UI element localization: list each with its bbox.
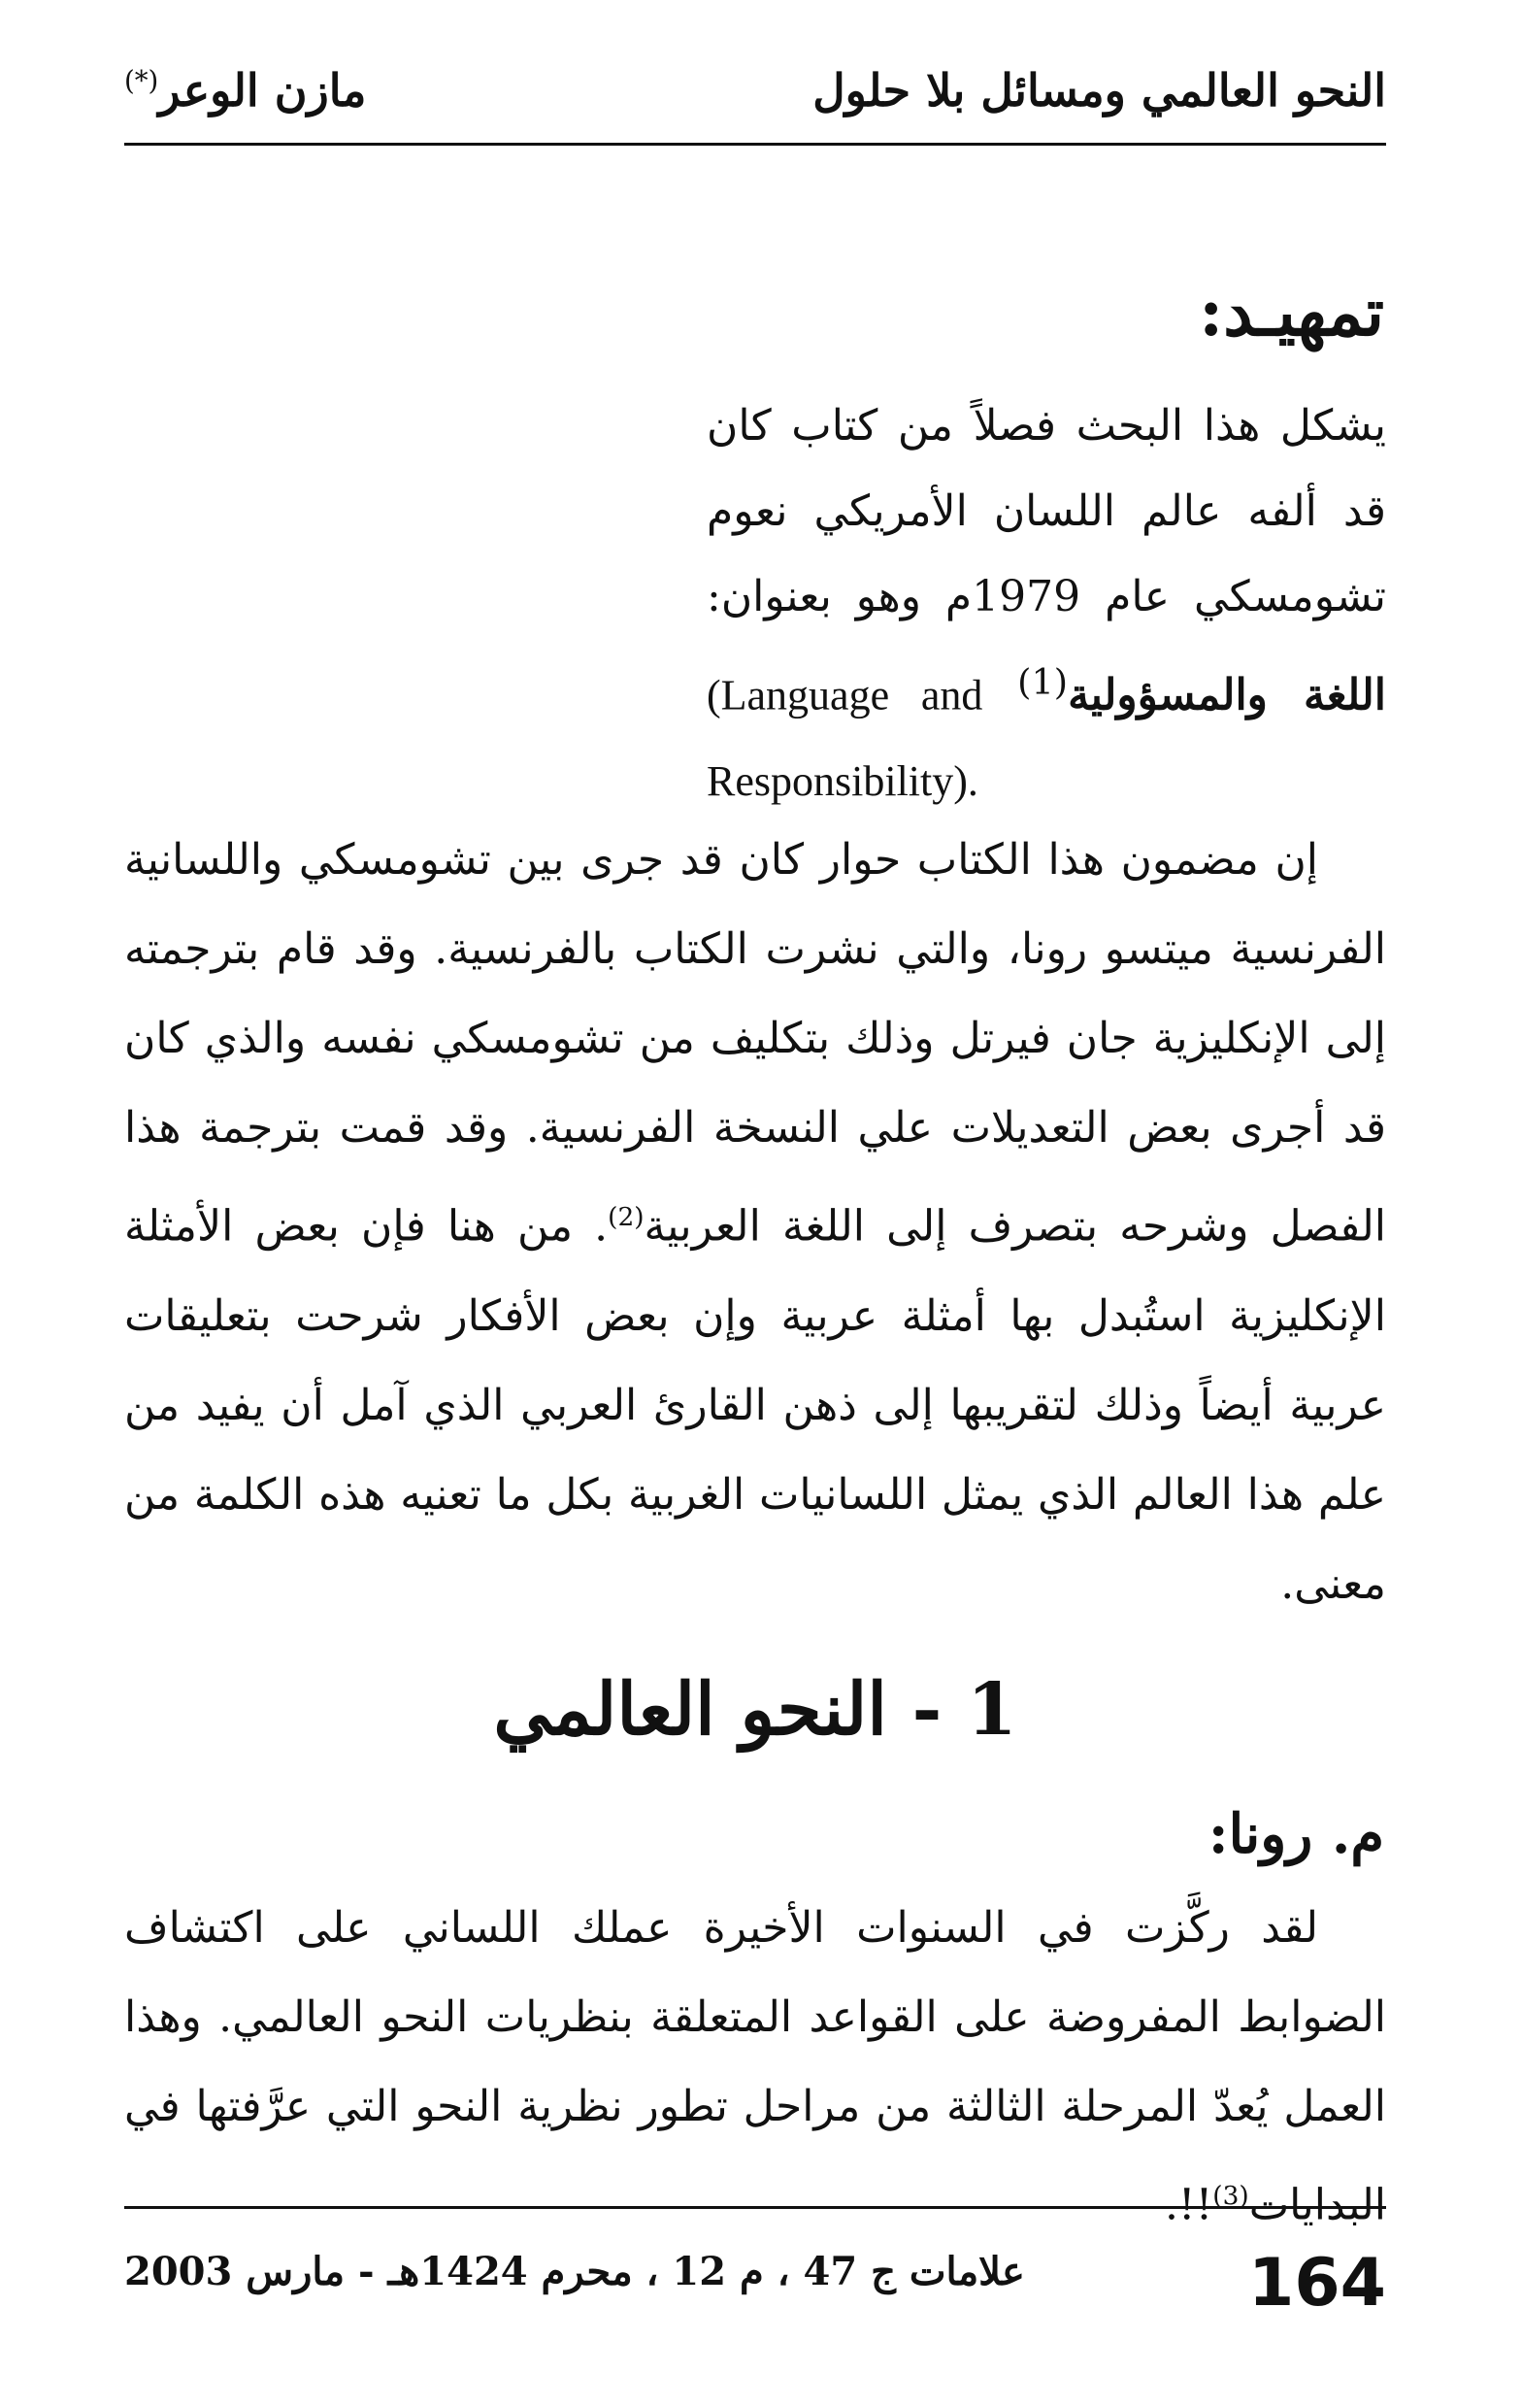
header-rule <box>124 143 1386 146</box>
footnote-ref-3: (3) <box>1212 2181 1249 2211</box>
abstract-column <box>707 384 1386 824</box>
abstract-line: يشكل هذا البحث فصلاً من كتاب كان <box>707 401 1386 451</box>
footnote-ref-1: (1) <box>1017 661 1069 703</box>
section-title: 1 - النحو العالمي <box>493 1668 1017 1752</box>
abstract-line <box>707 739 1386 824</box>
running-author <box>124 64 366 117</box>
paragraph-text <box>124 1884 1386 2251</box>
book-title-english-2: Responsibility). <box>707 756 978 805</box>
abstract <box>124 384 1386 824</box>
book-title-english-1: (Language and <box>707 671 983 719</box>
running-title: النحو العالمي ومسائل بلا حلول <box>812 64 1386 117</box>
author-footnote-mark: (*) <box>124 64 159 97</box>
page-number: 164 <box>1248 2245 1386 2322</box>
paragraph-part-b: . من هنا فإن بعض الأمثلة الإنكليزية استُبدل بها أمثلة عربية وإن بعض الأفكار شرحت بتعليقات عربية أيضاً وذلك لتقريبها إلى ذهن القارئ العربي الذي آمل أن يفيد من علم هذا العالم الذي يمثل اللسانيات الغربية بكل ما تعنيه هذه الكلمة من معنى. <box>124 1201 1386 1609</box>
abstract-line: تشومسكي عام 1979م وهو بعنوان: <box>707 572 1386 621</box>
intro-heading: تمهيـد: <box>1199 274 1384 351</box>
paragraph-part-a: إن مضمون هذا الكتاب حوار كان قد جرى بين تشومسكي واللسانية الفرنسية ميتسو رونا، والتي نشرت الكتاب بالفرنسية. وقد قام بترجمته إلى الإنكليزية جان فيرتل وذلك بتكليف من تشومسكي نفسه والذي كان قد أجرى بعض التعديلات علي النسخة الفرنسية. وقد قمت بترجمة هذا الفصل وشرحه بتصرف إلى اللغة العربية <box>124 835 1386 1252</box>
footnote-ref-2: (2) <box>608 1202 645 1232</box>
journal-citation: علامات ج 47 ، م 12 ، محرم 1424هـ - مارس 2003 <box>124 2249 1025 2294</box>
page-footer <box>124 2206 1386 2332</box>
abstract-line: قد ألفه عالم اللسان الأمريكي نعوم <box>707 486 1386 536</box>
speaker-label: م. رونا: <box>1208 1802 1384 1866</box>
section-paragraph <box>124 1884 1386 2251</box>
paragraph-text <box>124 816 1386 1629</box>
paragraph-end: !!. <box>1164 2180 1213 2230</box>
intro-paragraph <box>124 816 1386 1629</box>
footer-rule <box>124 2206 1386 2209</box>
abstract-line-title <box>707 640 1386 739</box>
author-name: مازن الوعر <box>158 64 367 117</box>
paragraph-main: لقد ركَّزت في السنوات الأخيرة عملك اللساني على اكتشاف الضوابط المفروضة على القواعد المتعلقة بنظريات النحو العالمي. وهذا العمل يُعدّ المرحلة الثالثة من مراحل تطور نظرية النحو التي عرَّفتها في البدايات <box>124 1903 1386 2230</box>
book-title-arabic: اللغة والمسؤولية <box>1068 670 1386 720</box>
running-header <box>124 56 1386 146</box>
